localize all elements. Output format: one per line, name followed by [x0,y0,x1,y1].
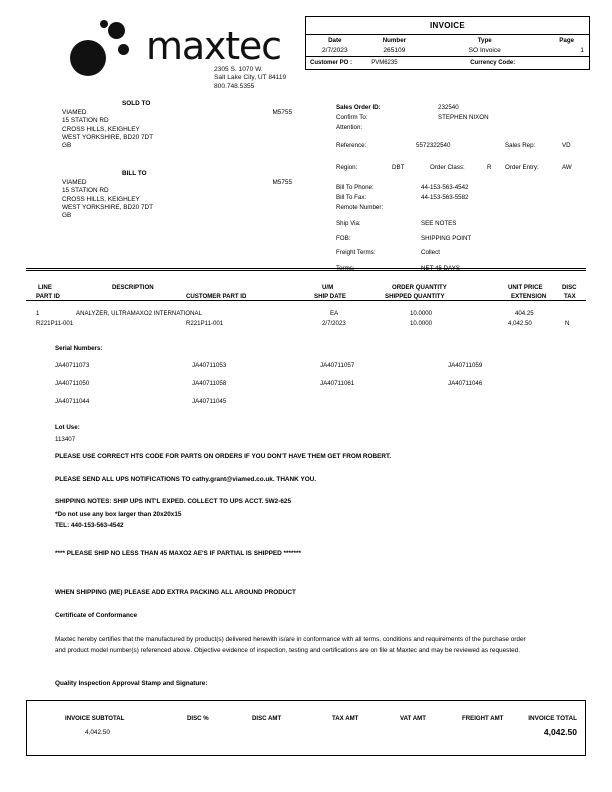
col-um-header: U/M [322,284,334,291]
invoice-date-value: 2/7/2023 [321,47,348,54]
serial-number-5: JA40711050 [55,380,90,387]
serial-number-3: JA40711057 [320,362,355,369]
lot-use-label: Lot Use: [55,424,80,431]
sold-to-line-3: CROSS HILLS, KEIGHLEY [62,125,140,133]
company-logo [62,14,297,90]
bill-to-fax-value: 44-153-563-5582 [421,194,469,201]
sold-to-line-1: VIAMED [62,109,87,117]
invoice-total-label: INVOICE TOTAL [528,715,577,722]
serial-number-4: JA40711059 [448,362,483,369]
note-box-size: *Do not use any box larger than 20x20x15 [55,511,182,518]
sales-order-id-label [336,104,381,111]
col-disc-header: DISC [562,284,577,291]
order-entry-label: Order Entry: [505,164,539,171]
col-shipped-quantity-header: SHIPPED QUANTITY [385,293,445,300]
item-shipped-quantity: 10.0000 [410,320,433,327]
bill-to-fax-label: Bill To Fax: [336,194,367,201]
note-hts-code: PLEASE USE CORRECT HTS CODE FOR PARTS ON ORDERS IF YOU DON'T HAVE THEM GET FROM ROBERT. [55,453,391,460]
customer-po-label: Customer PO : [310,60,353,66]
bill-to-line-4: WEST YORKSHIRE, BD20 7DT [62,203,154,211]
remote-number-label: Remote Number: [336,204,384,211]
item-tax: N [565,320,570,327]
totals-tax-amt-header: TAX AMT [332,715,359,722]
invoice-title: INVOICE [306,17,589,35]
bill-to-line-2: 15 STATION RD [62,187,109,195]
col-description-header: DESCRIPTION [112,284,154,291]
col-customer-part-id-header: CUSTOMER PART ID [186,293,247,300]
maxtec-dots-icon [62,18,150,80]
serial-number-6: JA40711058 [192,380,227,387]
order-entry-value: AW [562,164,572,171]
note-extra-packing: WHEN SHIPPING (ME) PLEASE ADD EXTRA PACKING ALL AROUND PRODUCT [55,589,296,596]
bill-to-block [62,170,292,220]
item-extension: 4,042.50 [508,320,532,327]
totals-disc-pct-header: DISC % [187,715,209,722]
currency-code-value [517,57,589,69]
bill-to-line-3: CROSS HILLS, KEIGHLEY [62,195,140,203]
item-line-number: 1 [36,310,40,317]
sales-rep-value: VD [562,142,571,149]
item-part-id: R221P11-001 [36,320,74,327]
col-order-quantity-header: ORDER QUANTITY [392,284,447,291]
fob-value: SHIPPING POINT [421,235,472,242]
sold-to-line-2: 15 STATION RD [62,117,109,125]
invoice-header-box [305,16,590,70]
bill-to-lines [62,179,292,220]
items-table-header-rule [26,300,586,301]
sold-to-line-5: GB [62,142,72,150]
col-part-id-header: PART ID [36,293,60,300]
certificate-body: Maxtec hereby certifies that the manufactured by product(s) delivered herewith is/are in conformance with all terms, conditions and requirements of the purchase order and product model number(s) referenced above. Objective evidence of inspection, testing and certifications are on file at Maxtec and may be reviewed as requested. [55,636,526,654]
region-value: DBT [392,164,405,171]
attention-label: Attention: [336,124,363,131]
serial-number-9: JA40711044 [55,398,90,405]
totals-freight-amt-header: FREIGHT AMT [462,715,504,722]
company-address [214,66,286,91]
freight-terms-value: Collect [421,249,440,256]
terms-label: Terms: [336,265,355,272]
invoice-type-value: SO Invoice [468,47,501,54]
invoice-page-value: 1 [580,47,584,54]
confirm-to-value: STEPHEN NIXON [438,114,489,121]
item-description: ANALYZER, ULTRAMAXO2 INTERNATIONAL [76,310,202,317]
bill-to-line-5: GB [62,212,72,220]
item-um: EA [330,310,339,317]
sold-to-code: M5755 [272,109,292,116]
reference-value: 5572322540 [416,142,451,149]
bill-to-phone-value: 44-153-563-4542 [421,184,469,191]
company-name: maxtec [146,24,281,68]
serial-number-2: JA40711053 [192,362,227,369]
order-class-label: Order Class: [430,164,465,171]
col-unit-price-header: UNIT PRICE [508,284,543,291]
invoice-total-value: 4,042.50 [543,727,577,737]
company-address-line-3: 800.748.5355 [214,82,255,90]
lot-use-value: 113407 [55,436,76,443]
sales-order-id-value: 232540 [438,104,459,111]
invoice-number-header: Number [382,37,407,44]
region-label: Region: [336,164,358,171]
confirm-to-label: Confirm To: [336,114,368,121]
totals-box [26,700,586,756]
invoice-header-columns [306,35,589,56]
bill-to-line-1: VIAMED [62,179,87,187]
certificate-signature-line: Quality Inspection Approval Stamp and Signature: [55,680,208,687]
invoice-type-header: Type [477,37,492,44]
reference-label: Reference: [336,142,367,149]
note-telephone: TEL: 440-153-563-4542 [55,522,124,529]
item-customer-part-id: R221P11-001 [186,320,224,327]
item-ship-date: 2/7/2023 [322,320,346,327]
totals-vat-amt-header: VAT AMT [400,715,426,722]
fob-label: FOB: [336,235,351,242]
note-ups-notifications: PLEASE SEND ALL UPS NOTIFICATIONS TO cathy.grant@viamed.co.uk. THANK YOU. [55,476,317,483]
serial-number-1: JA40711073 [55,362,90,369]
sold-to-block [62,100,292,150]
ship-via-value: SEE NOTES [421,220,457,227]
certificate-title: Certificate of Conformance [55,612,138,619]
totals-disc-amt-header: DISC AMT [252,715,282,722]
company-address-line-1: 2305 S. 1070 W. [214,66,263,73]
serial-number-10: JA40711045 [192,398,227,405]
note-shipping-notes: SHIPPING NOTES: SHIP UPS INT'L EXPED. COLLECT TO UPS ACCT. 5W2-625 [55,498,292,505]
ship-via-label: Ship Via: [336,220,361,227]
invoice-po-row [306,56,589,69]
col-line-header: LINE [38,284,52,291]
invoice-date-header: Date [328,37,342,44]
col-ship-date-header: SHIP DATE [314,293,346,300]
order-class-value: R [487,164,492,171]
totals-subtotal-value: 4,042.50 [85,729,110,736]
company-address-line-2: Salt Lake City, UT 84119 [214,74,287,82]
item-unit-price: 404.25 [515,310,534,317]
items-table-top-rule [26,268,586,271]
bill-to-phone-label: Bill To Phone: [336,184,374,191]
totals-subtotal-header: INVOICE SUBTOTAL [65,715,125,722]
serial-number-7: JA40711061 [320,380,355,387]
terms-value: NET 45 DAYS [421,265,460,272]
bill-to-code: M5755 [272,179,292,186]
sold-to-title: SOLD TO [122,100,151,107]
sales-rep-label: Sales Rep: [505,142,536,149]
col-tax-header: TAX [564,293,576,300]
invoice-page-header: Page [559,37,575,44]
serial-numbers-label: Serial Numbers: [55,345,103,352]
customer-po-value: PVM6235 [371,60,398,66]
sold-to-line-4: WEST YORKSHIRE, BD20 7DT [62,133,154,141]
invoice-number-value: 265109 [383,47,406,54]
sold-to-lines [62,109,292,150]
sales-order-id-label-text: Sales Order ID: [336,104,381,111]
item-order-quantity: 10.0000 [410,310,433,317]
bill-to-title: BILL TO [122,170,147,177]
freight-terms-label: Freight Terms: [336,249,376,256]
currency-code-label: Currency Code: [470,60,516,66]
note-partial-shipment: **** PLEASE SHIP NO LESS THAN 45 MAXO2 AE'S IF PARTIAL IS SHIPPED ******* [55,550,301,557]
serial-number-8: JA40711046 [448,380,483,387]
col-extension-header: EXTENSION [511,293,547,300]
